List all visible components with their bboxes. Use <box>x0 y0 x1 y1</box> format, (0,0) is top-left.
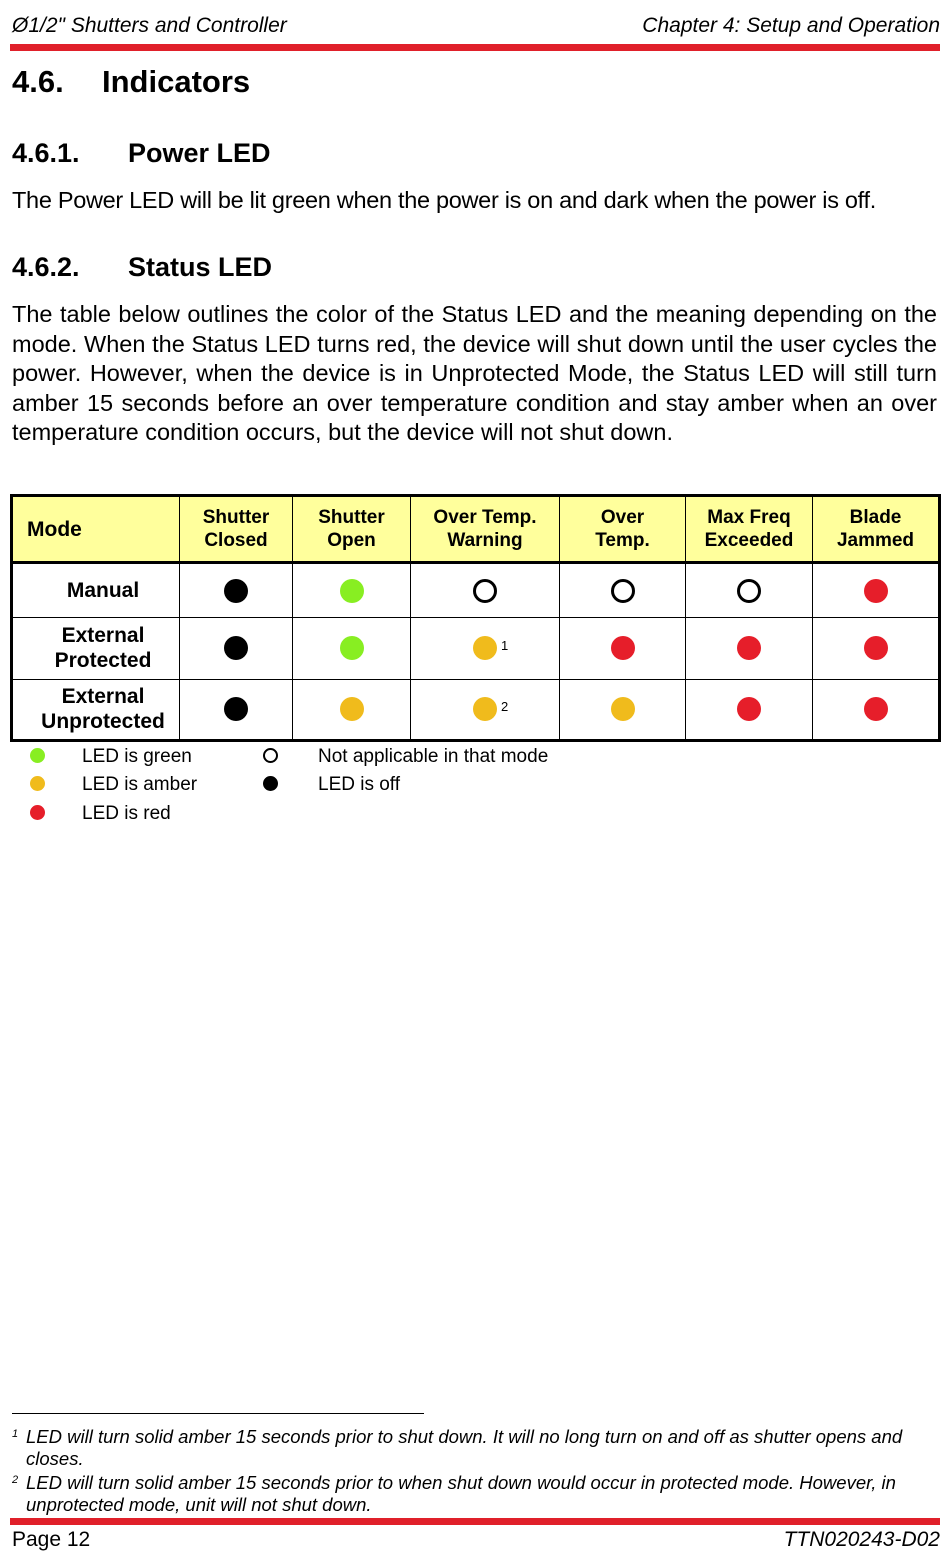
footer-rule <box>10 1518 940 1525</box>
table-row <box>12 679 940 740</box>
column-header <box>813 496 940 563</box>
header-doc-title: Ø1/2" Shutters and Controller <box>12 14 287 37</box>
legend-red-icon <box>30 805 45 820</box>
led-cell <box>686 563 813 618</box>
led-cell <box>560 618 686 679</box>
mode-cell <box>12 679 180 740</box>
led-na-icon <box>737 579 761 603</box>
mode-cell <box>12 563 180 618</box>
led-cell <box>293 563 411 618</box>
footnote-1 <box>12 1426 937 1470</box>
column-header <box>686 496 813 563</box>
led-cell <box>293 618 411 679</box>
led-cell <box>560 679 686 740</box>
footnote-ref: 1 <box>501 638 509 654</box>
column-header-text: Max Freq <box>707 507 791 528</box>
table-body <box>12 563 940 741</box>
section-heading <box>12 64 250 100</box>
footnote-2-text: LED will turn solid amber 15 seconds prior to when shut down would occur in protected mode. However, in unprotected mode, unit will not shut down. <box>26 1472 896 1515</box>
led-cell <box>686 679 813 740</box>
led-red-icon <box>864 636 888 660</box>
column-header-text: Over Temp. <box>433 507 537 528</box>
legend-off-icon <box>263 776 278 791</box>
status-led-text: The table below outlines the color of the Status LED and the meaning depending on the mode. When the Status LED turns red, the device will shut down until the user cycles the power. However, when the device is in Unprotected Mode, the Status LED will still turn amber 15 seconds before an over temperature condition and stay amber when an over temperature condition occurs, but the device will not shut down. <box>12 301 937 445</box>
led-amber-icon <box>340 697 364 721</box>
legend-label: LED is red <box>82 803 171 824</box>
led-cell <box>813 563 940 618</box>
column-header <box>411 496 560 563</box>
column-header-text: Shutter <box>202 507 270 528</box>
power-led-number: 4.6.1. <box>12 138 80 168</box>
page-number: Page 12 <box>12 1528 91 1551</box>
led-cell <box>411 679 560 740</box>
legend-na-icon <box>263 748 278 763</box>
column-header-text: Closed <box>204 530 268 551</box>
footnote-1-mark: 1 <box>12 1428 19 1440</box>
led-na-icon <box>611 579 635 603</box>
mode-label: Protected <box>54 649 152 673</box>
table-row <box>12 563 940 618</box>
column-header-text: Blade <box>849 507 902 528</box>
document-id: TTN020243-D02 <box>783 1528 940 1551</box>
column-header-text: Jammed <box>836 530 915 551</box>
power-led-title: Power LED <box>128 138 271 168</box>
led-cell <box>293 679 411 740</box>
legend-label: Not applicable in that mode <box>318 746 549 767</box>
mode-label: Unprotected <box>41 710 165 734</box>
led-green-icon <box>340 579 364 603</box>
led-cell <box>813 679 940 740</box>
led-off-icon <box>224 697 248 721</box>
legend-green-icon <box>30 748 45 763</box>
footnote-1-text: LED will turn solid amber 15 seconds prior to shut down. It will no long turn on and off as shutter opens and closes. <box>26 1426 903 1469</box>
column-header <box>180 496 293 563</box>
footnote-ref: 2 <box>501 699 509 715</box>
header-rule <box>10 44 940 51</box>
footnote-2 <box>12 1472 937 1516</box>
status-led-title: Status LED <box>128 252 273 282</box>
mode-label: Manual <box>66 579 140 603</box>
status-led-number: 4.6.2. <box>12 252 80 282</box>
table-row <box>12 618 940 679</box>
led-cell <box>180 563 293 618</box>
column-header <box>560 496 686 563</box>
legend-label: LED is off <box>318 774 401 795</box>
header-chapter: Chapter 4: Setup and Operation <box>642 14 940 37</box>
led-red-icon <box>611 636 635 660</box>
led-cell <box>813 618 940 679</box>
column-header-text: Shutter <box>318 507 385 528</box>
status-led-table <box>10 494 941 742</box>
mode-label: External <box>61 624 145 648</box>
led-amber-icon <box>473 697 509 721</box>
led-cell <box>180 679 293 740</box>
led-amber-icon <box>473 636 509 660</box>
status-led-heading <box>12 252 272 283</box>
led-cell <box>180 618 293 679</box>
column-header-text: Over <box>600 507 645 528</box>
footnote-2-mark: 2 <box>12 1474 19 1486</box>
table-header-row <box>12 496 940 563</box>
led-amber-icon <box>611 697 635 721</box>
led-red-icon <box>737 636 761 660</box>
footnote-separator <box>12 1413 424 1414</box>
led-cell <box>411 563 560 618</box>
column-header-text: Warning <box>447 530 523 551</box>
led-off-icon <box>224 579 248 603</box>
led-red-icon <box>864 579 888 603</box>
led-cell <box>686 618 813 679</box>
legend-label: LED is amber <box>82 774 198 795</box>
led-na-icon <box>473 579 497 603</box>
column-header-text: Open <box>327 530 376 551</box>
mode-cell <box>12 618 180 679</box>
led-cell <box>560 563 686 618</box>
column-header <box>293 496 411 563</box>
section-title: Indicators <box>102 64 251 99</box>
section-number: 4.6. <box>12 64 64 99</box>
column-header-text: Exceeded <box>704 530 794 551</box>
column-header-text: Temp. <box>595 530 650 551</box>
legend-amber-icon <box>30 776 45 791</box>
led-red-icon <box>864 697 888 721</box>
column-header-text: Mode <box>27 517 82 541</box>
page-header <box>12 14 940 42</box>
led-cell <box>411 618 560 679</box>
mode-label: External <box>61 685 145 709</box>
led-red-icon <box>737 697 761 721</box>
led-green-icon <box>340 636 364 660</box>
column-header <box>12 496 180 563</box>
power-led-text: The Power LED will be lit green when the power is on and dark when the power is off. <box>12 187 876 213</box>
legend-label: LED is green <box>82 746 192 767</box>
led-off-icon <box>224 636 248 660</box>
power-led-heading <box>12 138 271 169</box>
